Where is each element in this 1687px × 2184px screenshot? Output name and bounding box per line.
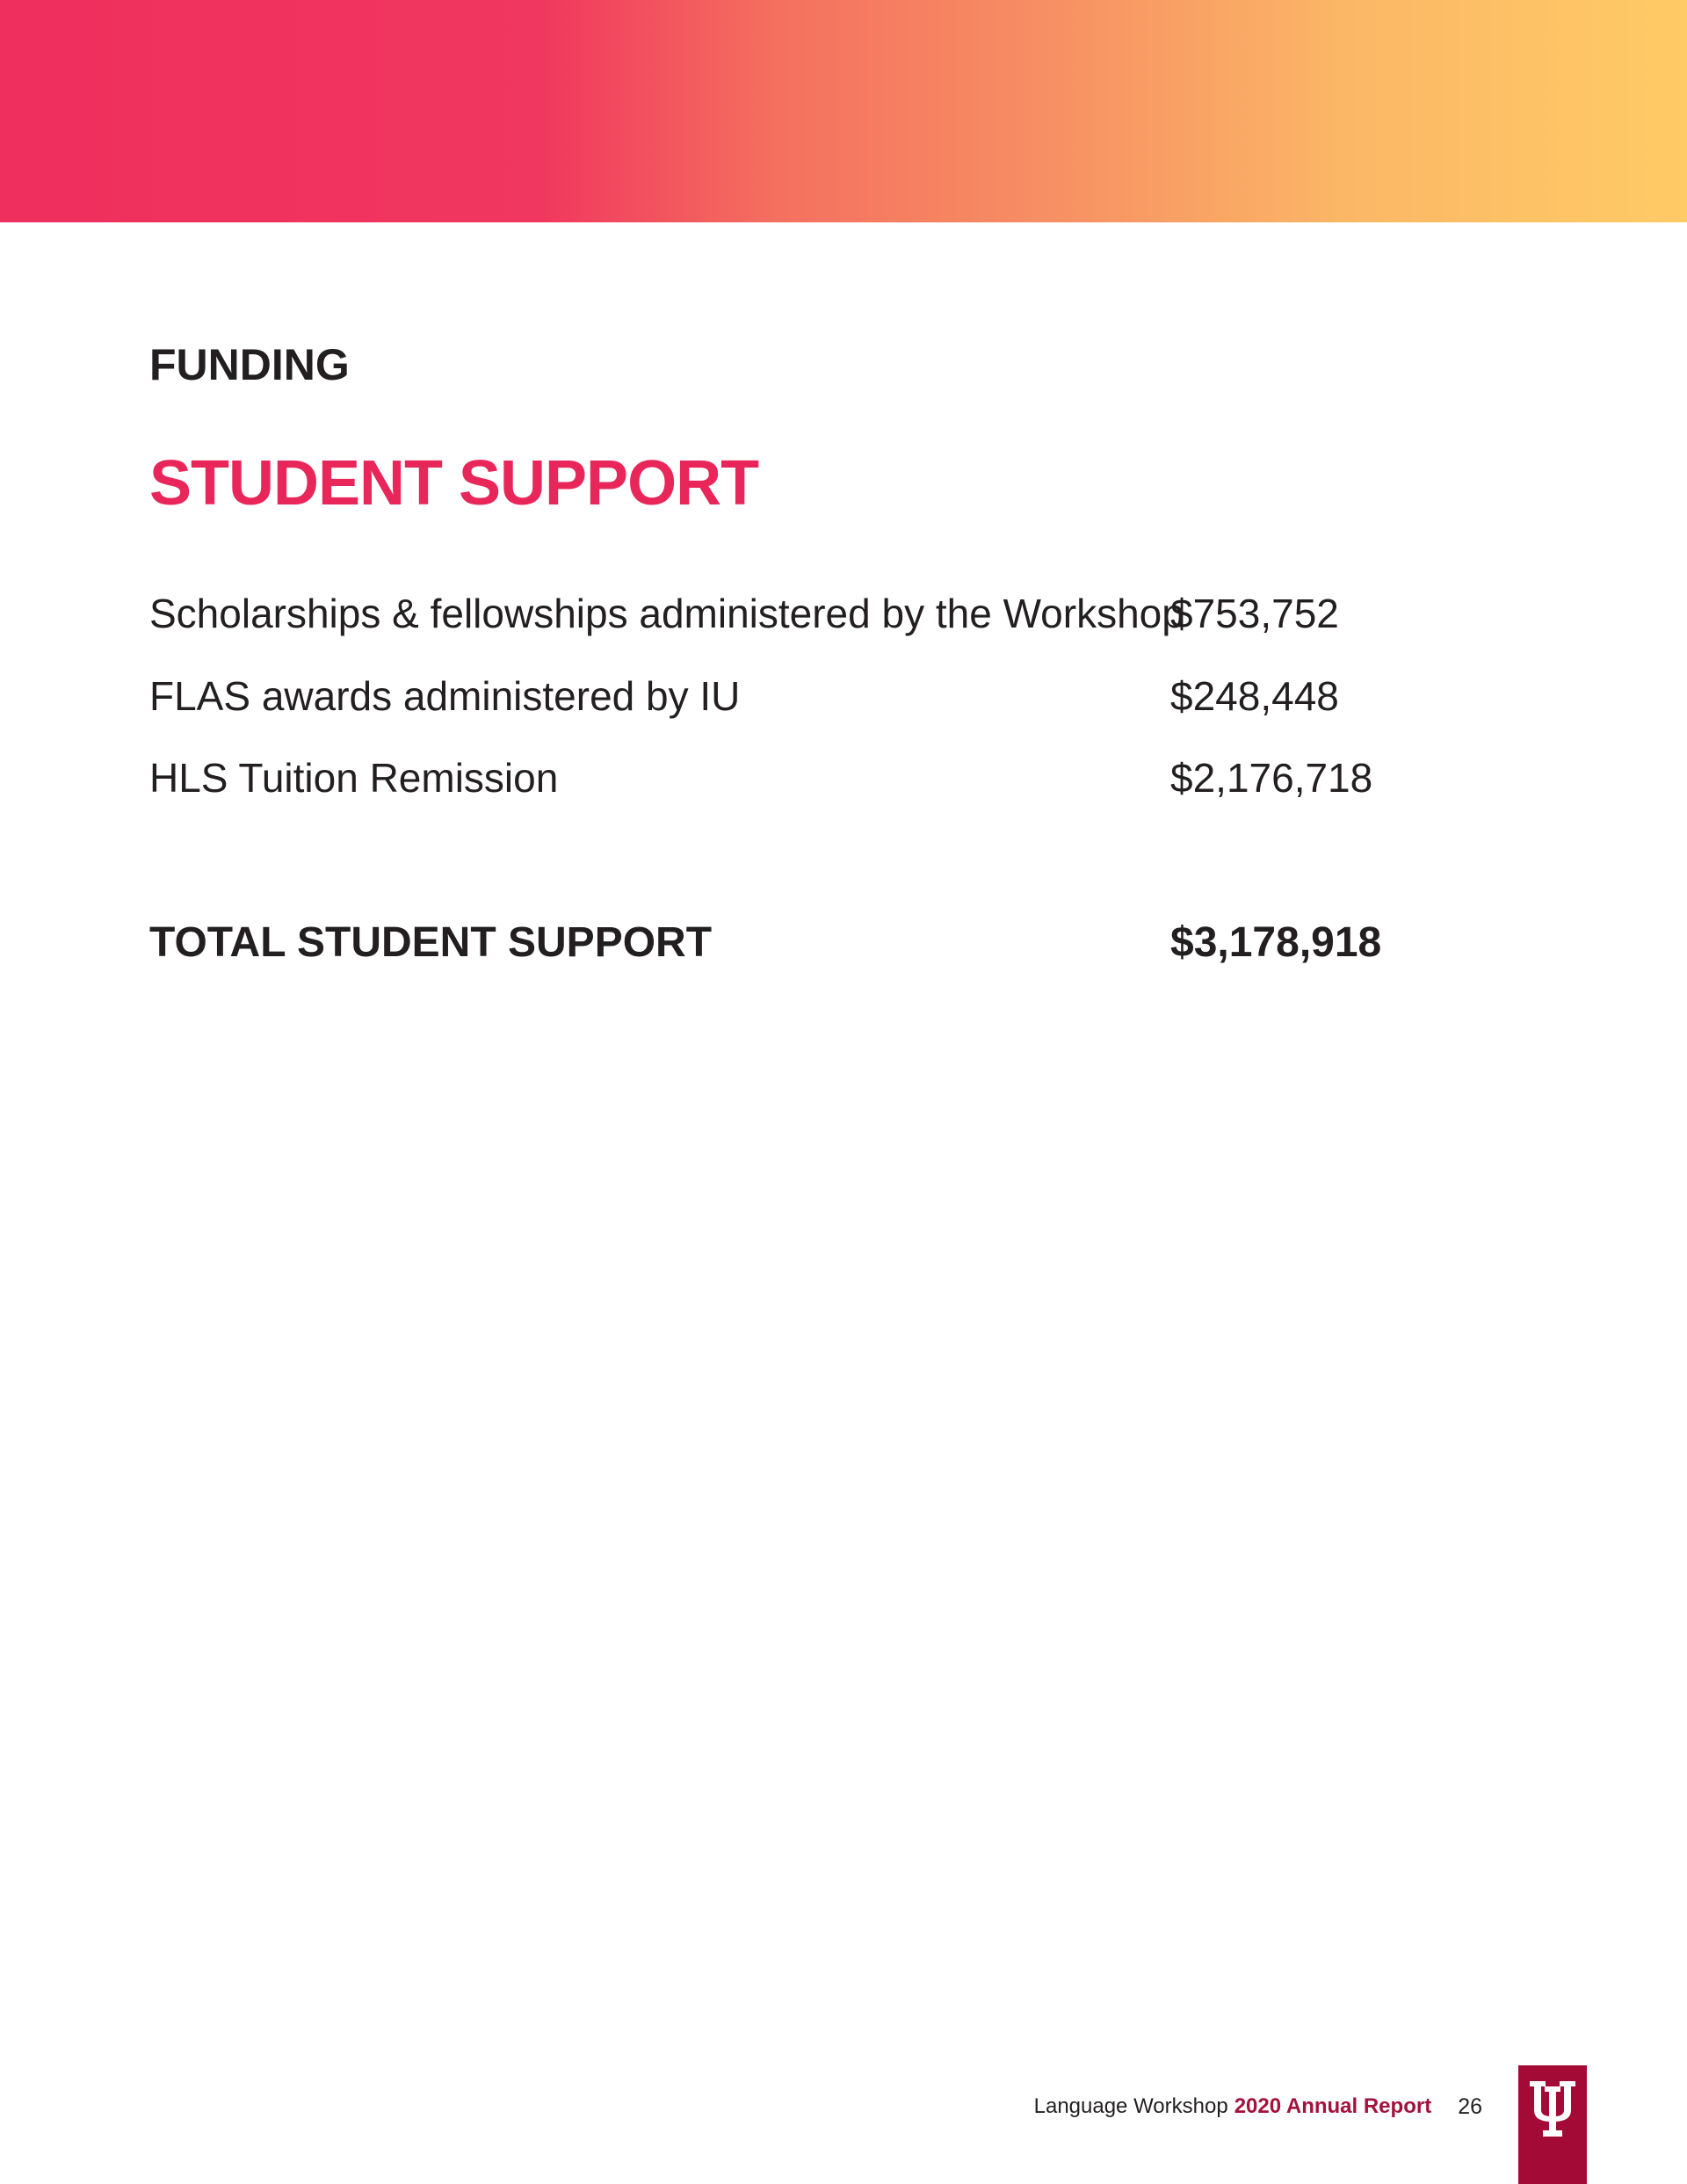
support-row-label: FLAS awards administered by IU (149, 673, 741, 719)
footer-report-title: 2020 Annual Report (1234, 2094, 1432, 2118)
support-row-label: Scholarships & fellowships administered by the Workshop (149, 591, 1184, 636)
total-label: TOTAL STUDENT SUPPORT (149, 919, 713, 966)
support-row-label: HLS Tuition Remission (149, 755, 559, 801)
iu-trident-logo-icon (1530, 2081, 1575, 2143)
iu-logo (1518, 2065, 1587, 2184)
total-row (149, 917, 1467, 969)
section-label: FUNDING (149, 340, 350, 389)
total-amount: $3,178,918 (1170, 919, 1382, 966)
support-row-amount: $2,176,718 (1170, 755, 1373, 801)
footer-org: Language Workshop (1033, 2094, 1228, 2118)
support-row-amount: $753,752 (1170, 591, 1339, 636)
support-row (149, 751, 1467, 804)
support-row-amount: $248,448 (1170, 673, 1339, 719)
page-title: STUDENT SUPPORT (149, 448, 759, 519)
page-number: 26 (1458, 2093, 1482, 2119)
header-gradient-band (0, 0, 1687, 222)
support-row (149, 587, 1467, 640)
page-footer (1034, 2089, 1482, 2124)
support-row (149, 670, 1467, 722)
